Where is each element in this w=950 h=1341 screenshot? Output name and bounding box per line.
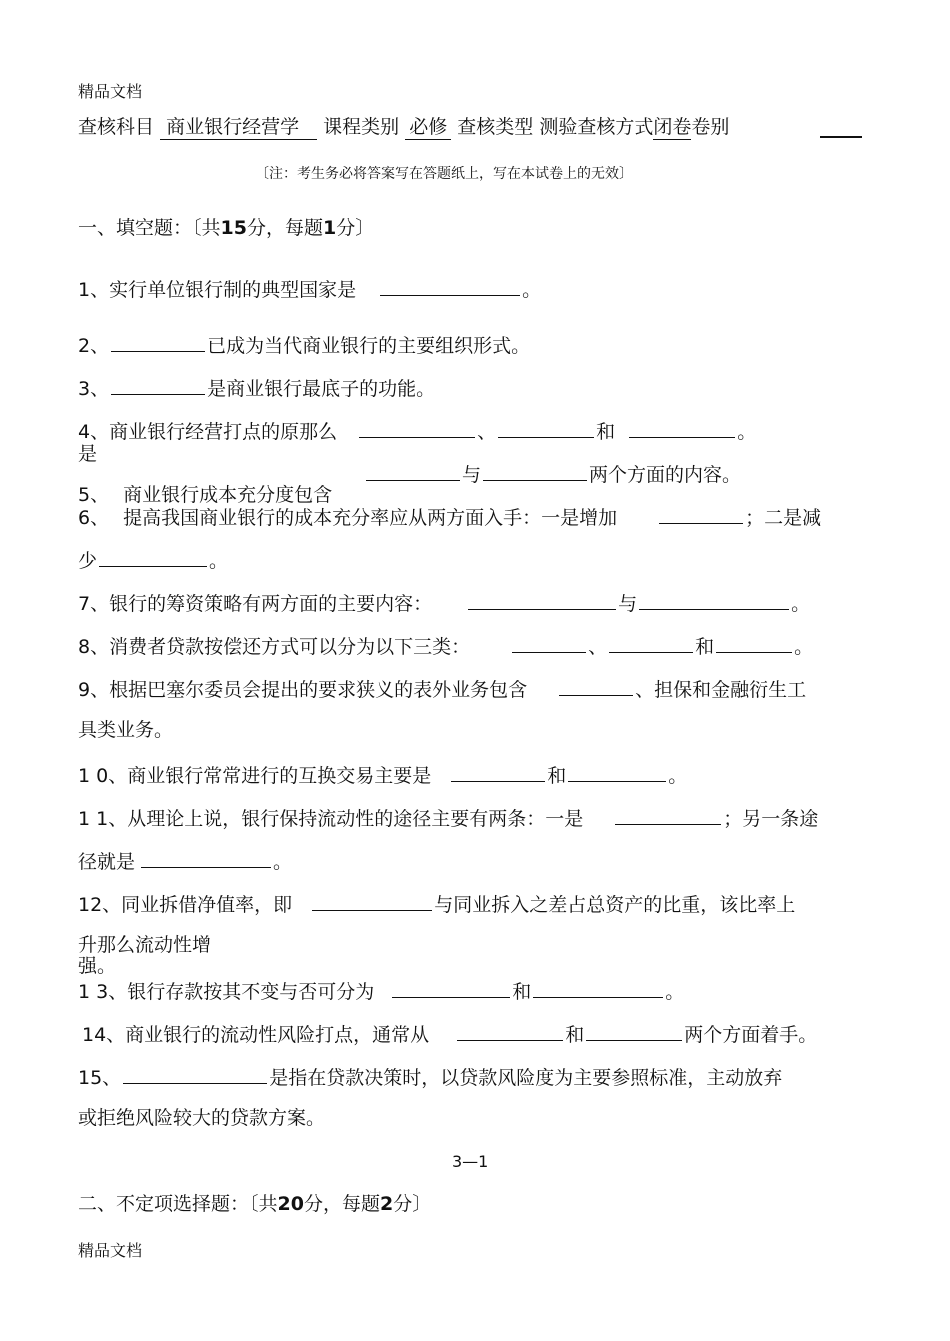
q14-text: 14、商业银行的流动性风险打点，通常从 [82,1024,430,1046]
q14-text-2: 两个方面着手。 [684,1024,818,1046]
question-11 [78,806,818,831]
q9-text-2: 、担保和金融衍生工 [635,679,807,701]
q1-end: 。 [522,279,542,301]
question-12-cont-2: 强。 [78,955,117,977]
q1-text: 1、实行单位银行制的典型国家是 [78,279,357,301]
q3-text: 是商业银行最底子的功能。 [207,378,436,400]
q15-num: 15、 [78,1067,122,1089]
category-value: 必修 [405,116,451,140]
q7-text: 7、银行的筹资策略有两方面的主要内容： [78,593,433,615]
q6-end: 。 [209,550,229,572]
q8-end: 。 [794,636,814,658]
q13-end: 。 [665,981,685,1003]
question-5-blanks [364,462,741,487]
q11-blank-1 [615,806,721,825]
question-1 [78,277,541,302]
question-9-cont: 具类业务。 [78,719,174,741]
paper-blank [820,136,862,138]
question-11-cont [78,849,292,874]
question-7 [78,591,810,616]
paper-label: 卷别 [691,116,730,138]
subject-label: 查核科目 [78,116,155,138]
q7-blank-2 [639,591,789,610]
q7-blank-1 [468,591,616,610]
q3-num: 3、 [78,378,110,400]
exam-info [78,116,729,139]
q11-end: 。 [273,851,293,873]
q10-text: 1 0、商业银行常常进行的互换交易主要是 [78,765,432,787]
question-2 [78,333,530,358]
section2-each: 2 [379,1193,394,1215]
q12-blank [312,892,432,911]
question-10 [78,763,687,788]
q5-blank-2 [483,462,587,481]
q11-text-2: ；另一条途 [723,808,819,830]
q13-blank-1 [392,979,510,998]
q15-blank [123,1065,267,1084]
q6-text-2: ；二是减 [745,507,822,529]
question-8 [78,634,813,659]
q9-text: 9、根据巴塞尔委员会提出的要求狭义的表外业务包含 [78,679,528,701]
q8-sep: 、 [588,636,608,658]
q7-with: 与 [618,593,638,615]
q8-blank-2 [609,634,693,653]
q15-text: 是指在贷款决策时，以贷款风险度为主要参照标准，主动放弃 [269,1067,783,1089]
q4-text: 4、商业银行经营打点的原那么 [78,421,338,443]
q14-blank-1 [457,1022,563,1041]
q11-text: 1 1、从理论上说，银行保持流动性的途径主要有两条：一是 [78,808,584,830]
q8-blank-1 [512,634,586,653]
q4-shi: 是 [78,443,98,465]
check-type-label: 查核类型 [457,116,534,138]
q10-blank-2 [568,763,666,782]
section1-heading [78,217,374,240]
q13-blank-2 [533,979,663,998]
section1-each: 1 [322,217,337,239]
q8-blank-3 [716,634,792,653]
method-label: 查核方式 [577,116,654,138]
q5-blank-1 [366,462,460,481]
q14-and: 和 [565,1024,585,1046]
q2-text: 已成为当代商业银行的主要组织形式。 [207,335,531,357]
q4-blank-1 [359,419,475,438]
q4-blank-3 [629,419,735,438]
method-value: 闭卷 [653,116,692,138]
q6-text-3: 少 [78,550,98,572]
section2-heading [78,1193,431,1216]
question-5 [78,484,332,507]
question-15-cont: 或拒绝风险较大的贷款方案。 [78,1107,326,1129]
q14-blank-2 [586,1022,682,1041]
q10-end: 。 [668,765,688,787]
q1-blank [380,277,520,296]
section1-pre: 一、填空题：〔共 [78,217,221,239]
q8-text: 8、消费者贷款按偿还方式可以分为以下三类： [78,636,471,658]
note: 〔注：考生务必将答案写在答题纸上，写在本试卷上的无效〕 [255,166,633,182]
q13-text: 1 3、银行存款按其不变与否可分为 [78,981,375,1003]
q11-text-3: 径就是 [78,851,136,873]
q12-text: 12、同业拆借净值率，即 [78,894,293,916]
q4-and: 和 [596,421,616,443]
q5-text: 商业银行成本充分度包含 [123,484,333,506]
q3-blank [111,376,205,395]
q6-text: 提高我国商业银行的成本充分率应从两方面入手：一是增加 [123,507,618,529]
q11-blank-2 [141,849,271,868]
q9-blank [559,677,633,696]
footer-mark: 精品文档 [78,1241,143,1260]
question-12 [78,892,795,917]
page-number: 3—1 [452,1152,489,1171]
section2-points: 20 [277,1193,304,1215]
q5-with: 与 [462,464,482,486]
category-label: 课程类别 [323,116,400,138]
subject-value: 商业银行经营学 [160,116,317,140]
check-type-value: 测验 [539,116,578,138]
question-12-cont: 升那么流动性增 [78,934,212,956]
question-6 [78,505,821,530]
header-mark: 精品文档 [78,82,143,101]
q4-end: 。 [737,421,757,443]
section2-pre: 二、不定项选择题：〔共 [78,1193,278,1215]
question-6-cont [78,548,228,573]
section1-points: 15 [220,217,247,239]
q5-num: 5、 [78,484,110,506]
q13-and: 和 [512,981,532,1003]
q12-text-2: 与同业拆入之差占总资产的比重，该比率上 [434,894,796,916]
question-15 [78,1065,782,1090]
q10-blank-1 [451,763,545,782]
section1-mid: 分，每题 [246,217,323,239]
q2-num: 2、 [78,335,110,357]
q6-num: 6、 [78,507,110,529]
q8-and: 和 [695,636,715,658]
q7-end: 。 [791,593,811,615]
q5-text-end: 两个方面的内容。 [589,464,742,486]
question-13 [78,979,684,1004]
q6-blank-2 [99,548,207,567]
q2-blank [111,333,205,352]
q4-blank-2 [498,419,594,438]
question-9 [78,677,806,702]
section2-mid: 分，每题 [303,1193,380,1215]
question-4 [78,419,756,444]
q10-and: 和 [547,765,567,787]
question-3 [78,376,435,401]
section2-post: 分〕 [393,1193,432,1215]
question-14 [82,1022,817,1047]
section1-post: 分〕 [336,217,375,239]
q6-blank-1 [659,505,743,524]
q4-sep: 、 [477,421,497,443]
